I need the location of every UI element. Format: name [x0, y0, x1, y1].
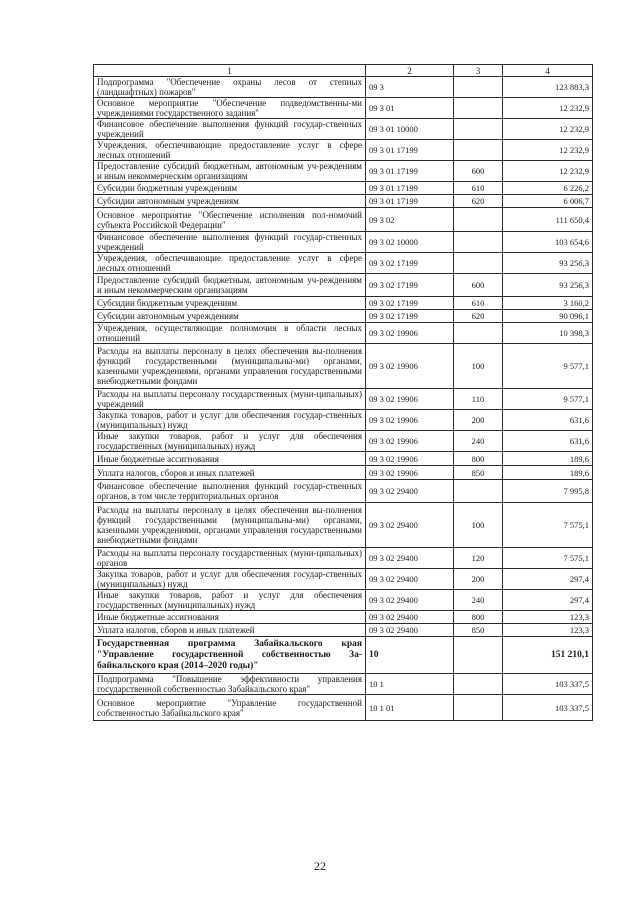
table-row	[94, 611, 593, 624]
row-sum-cell: 6 006,7	[503, 195, 593, 208]
row-code-cell: 09 3 01	[366, 98, 454, 119]
row-type-cell: 240	[454, 590, 503, 611]
table-row	[94, 695, 593, 721]
row-name-cell: Иные закупки товаров, работ и услуг для обеспечения государственных (муниципальных) нужд	[94, 590, 366, 611]
row-type-cell	[454, 98, 503, 119]
row-code-cell: 09 3 02 10000	[366, 232, 454, 253]
row-name-cell: Субсидии бюджетным учреждениям	[94, 297, 366, 310]
row-name-cell: Предоставление субсидий бюджетным, автономным уч-реждениям и иным некоммерческим организациям	[94, 274, 366, 297]
row-type-cell: 850	[454, 466, 503, 480]
row-sum-cell: 103 337,5	[503, 674, 593, 695]
row-name-cell: Подпрограмма "Обеспечение охраны лесов от степных (ландшафтных) пожаров"	[94, 77, 366, 98]
table-body	[94, 65, 593, 721]
row-code-cell: 09 3 02 29400	[366, 590, 454, 611]
table-row	[94, 624, 593, 637]
row-type-cell: 610	[454, 297, 503, 310]
table-row	[94, 569, 593, 590]
table-row	[94, 182, 593, 195]
row-code-cell: 10 1 01	[366, 695, 454, 721]
row-sum-cell: 9 577,1	[503, 389, 593, 410]
row-code-cell: 09 3 01 10000	[366, 119, 454, 140]
page-number: 22	[314, 859, 326, 873]
row-sum-cell: 12 232,9	[503, 98, 593, 119]
row-type-cell	[454, 232, 503, 253]
row-code-cell: 09 3	[366, 77, 454, 98]
row-type-cell: 200	[454, 569, 503, 590]
row-name-cell: Основное мероприятие "Управление государственной собственностью Забайкальского края"	[94, 695, 366, 721]
row-type-cell	[454, 695, 503, 721]
table-row	[94, 232, 593, 253]
row-sum-cell: 12 232,9	[503, 119, 593, 140]
row-type-cell: 610	[454, 182, 503, 195]
row-sum-cell: 10 398,3	[503, 323, 593, 344]
row-code-cell: 09 3 01 17199	[366, 161, 454, 182]
table-row	[94, 297, 593, 310]
row-type-cell	[454, 119, 503, 140]
row-sum-cell: 189,6	[503, 466, 593, 480]
row-type-cell: 800	[454, 611, 503, 624]
table-row	[94, 77, 593, 98]
table-row	[94, 480, 593, 503]
row-type-cell: 200	[454, 410, 503, 431]
row-sum-cell: 111 650,4	[503, 208, 593, 232]
row-name-cell: Учреждения, обеспечивающие предоставление услуг в сфере лесных отношений	[94, 253, 366, 274]
row-name-cell: Иные бюджетные ассигнования	[94, 611, 366, 624]
row-name-cell: Расходы на выплаты персоналу в целях обеспечения вы-полнения функций государственными (муниципальны-ми) органами, казенными учреждениями, органами управления государственными внебюджетными фондами	[94, 503, 366, 548]
row-type-cell: 600	[454, 161, 503, 182]
table-row	[94, 195, 593, 208]
row-name-cell: Уплата налогов, сборов и иных платежей	[94, 466, 366, 480]
row-code-cell: 09 3 02 29400	[366, 480, 454, 503]
row-sum-cell: 7 995,8	[503, 480, 593, 503]
row-sum-cell: 12 232,9	[503, 140, 593, 161]
row-code-cell: 09 3 02 29400	[366, 624, 454, 637]
row-code-cell: 09 3 02 17199	[366, 310, 454, 323]
row-name-cell: Субсидии бюджетным учреждениям	[94, 182, 366, 195]
row-name-cell: Учреждения, осуществляющие полномочия в области лесных отношений	[94, 323, 366, 344]
table-row	[94, 410, 593, 431]
row-type-cell	[454, 637, 503, 674]
row-code-cell: 09 3 02 29400	[366, 503, 454, 548]
row-sum-cell: 123,3	[503, 624, 593, 637]
row-type-cell: 100	[454, 344, 503, 389]
row-name-cell: Расходы на выплаты персоналу государственных (муни-ципальных) органов	[94, 548, 366, 569]
row-type-cell: 850	[454, 624, 503, 637]
row-name-cell: Учреждения, обеспечивающие предоставление услуг в сфере лесных отношений	[94, 140, 366, 161]
row-sum-cell: 93 256,3	[503, 253, 593, 274]
row-code-cell: 09 3 01 17199	[366, 140, 454, 161]
row-code-cell: 09 3 02 17199	[366, 253, 454, 274]
row-code-cell: 09 3 02 19906	[366, 323, 454, 344]
row-code-cell: 09 3 02 29400	[366, 569, 454, 590]
row-code-cell: 09 3 02 19906	[366, 389, 454, 410]
row-type-cell: 240	[454, 431, 503, 452]
header-cell-2: 2	[366, 65, 454, 77]
row-name-cell: Уплата налогов, сборов и иных платежей	[94, 624, 366, 637]
row-name-cell: Основное мероприятие "Обеспечение исполнения пол-номочий субъекта Российской Федерации"	[94, 208, 366, 232]
table-row	[94, 590, 593, 611]
row-sum-cell: 6 226,2	[503, 182, 593, 195]
row-code-cell: 09 3 02 19906	[366, 431, 454, 452]
row-type-cell: 800	[454, 452, 503, 466]
row-code-cell: 09 3 01 17199	[366, 182, 454, 195]
row-sum-cell: 90 096,1	[503, 310, 593, 323]
table-row	[94, 674, 593, 695]
row-type-cell	[454, 323, 503, 344]
row-name-cell: Субсидии автономным учреждениям	[94, 310, 366, 323]
row-type-cell: 600	[454, 274, 503, 297]
row-name-cell: Финансовое обеспечение выполнения функций государ-ственных органов, в том числе территориальных органов	[94, 480, 366, 503]
table-row	[94, 310, 593, 323]
row-code-cell: 09 3 01 17199	[366, 195, 454, 208]
table-row	[94, 161, 593, 182]
row-sum-cell: 7 575,1	[503, 548, 593, 569]
row-code-cell: 09 3 02 17199	[366, 274, 454, 297]
table-row	[94, 208, 593, 232]
row-name-cell: Иные бюджетные ассигнования	[94, 452, 366, 466]
row-code-cell: 09 3 02	[366, 208, 454, 232]
row-type-cell: 110	[454, 389, 503, 410]
table-row	[94, 98, 593, 119]
row-code-cell: 09 3 02 17199	[366, 297, 454, 310]
row-name-cell: Финансовое обеспечение выполнения функций государ-ственных учреждений	[94, 119, 366, 140]
table-row	[94, 323, 593, 344]
row-code-cell: 09 3 02 19906	[366, 410, 454, 431]
row-type-cell	[454, 140, 503, 161]
table-row	[94, 431, 593, 452]
row-sum-cell: 123 883,3	[503, 77, 593, 98]
row-code-cell: 09 3 02 29400	[366, 611, 454, 624]
table-row	[94, 274, 593, 297]
row-sum-cell: 631,6	[503, 431, 593, 452]
row-code-cell: 09 3 02 29400	[366, 548, 454, 569]
header-cell-4: 4	[503, 65, 593, 77]
row-sum-cell: 297,4	[503, 569, 593, 590]
row-sum-cell: 297,4	[503, 590, 593, 611]
row-type-cell	[454, 674, 503, 695]
table-row	[94, 140, 593, 161]
row-type-cell	[454, 480, 503, 503]
row-type-cell	[454, 253, 503, 274]
row-code-cell: 10 1	[366, 674, 454, 695]
row-sum-cell: 123,3	[503, 611, 593, 624]
row-type-cell: 100	[454, 503, 503, 548]
row-name-cell: Финансовое обеспечение выполнения функций государ-ственных учреждений	[94, 232, 366, 253]
row-name-cell: Иные закупки товаров, работ и услуг для обеспечения государственных (муниципальных) нужд	[94, 431, 366, 452]
header-cell-1: 1	[94, 65, 366, 77]
table-row	[94, 344, 593, 389]
table-row	[94, 389, 593, 410]
row-sum-cell: 9 577,1	[503, 344, 593, 389]
row-sum-cell: 151 210,1	[503, 637, 593, 674]
header-cell-3: 3	[454, 65, 503, 77]
row-code-cell: 09 3 02 19906	[366, 344, 454, 389]
row-type-cell: 120	[454, 548, 503, 569]
table-row	[94, 119, 593, 140]
row-type-cell	[454, 208, 503, 232]
row-sum-cell: 93 256,3	[503, 274, 593, 297]
table-row	[94, 548, 593, 569]
table-row	[94, 503, 593, 548]
row-type-cell	[454, 77, 503, 98]
row-code-cell: 09 3 02 19906	[366, 452, 454, 466]
row-sum-cell: 12 232,9	[503, 161, 593, 182]
table-row	[94, 452, 593, 466]
table-row	[94, 253, 593, 274]
row-code-cell: 09 3 02 19906	[366, 466, 454, 480]
row-name-cell: Расходы на выплаты персоналу в целях обеспечения вы-полнения функций государственными (муниципальны-ми) органами, казенными учреждениями, органами управления государственными внебюджетными фондами	[94, 344, 366, 389]
row-sum-cell: 3 160,2	[503, 297, 593, 310]
row-sum-cell: 189,6	[503, 452, 593, 466]
table-row	[94, 637, 593, 674]
row-code-cell: 10	[366, 637, 454, 674]
row-type-cell: 620	[454, 195, 503, 208]
row-sum-cell: 103 337,5	[503, 695, 593, 721]
budget-table	[93, 64, 593, 721]
row-sum-cell: 631,6	[503, 410, 593, 431]
row-type-cell: 620	[454, 310, 503, 323]
row-name-cell: Закупка товаров, работ и услуг для обеспечения государ-ственных (муниципальных) нужд	[94, 410, 366, 431]
row-name-cell: Расходы на выплаты персоналу государственных (муни-ципальных) учреждений	[94, 389, 366, 410]
row-name-cell: Государственная программа Забайкальского края "Управление государственной собственностью За-байкальского края (2014–2020 годы)"	[94, 637, 366, 674]
row-name-cell: Субсидии автономным учреждениям	[94, 195, 366, 208]
row-name-cell: Основное мероприятие "Обеспечение подведомственны-ми учреждениями государственного задания"	[94, 98, 366, 119]
row-name-cell: Подпрограмма "Повышение эффективности управления государственной собственностью Забайкальского края"	[94, 674, 366, 695]
table-row	[94, 466, 593, 480]
row-sum-cell: 103 654,6	[503, 232, 593, 253]
row-name-cell: Предоставление субсидий бюджетным, автономным уч-реждениям и иным некоммерческим организациям	[94, 161, 366, 182]
row-name-cell: Закупка товаров, работ и услуг для обеспечения государ-ственных (муниципальных) нужд	[94, 569, 366, 590]
row-sum-cell: 7 575,1	[503, 503, 593, 548]
header-row	[94, 65, 593, 77]
